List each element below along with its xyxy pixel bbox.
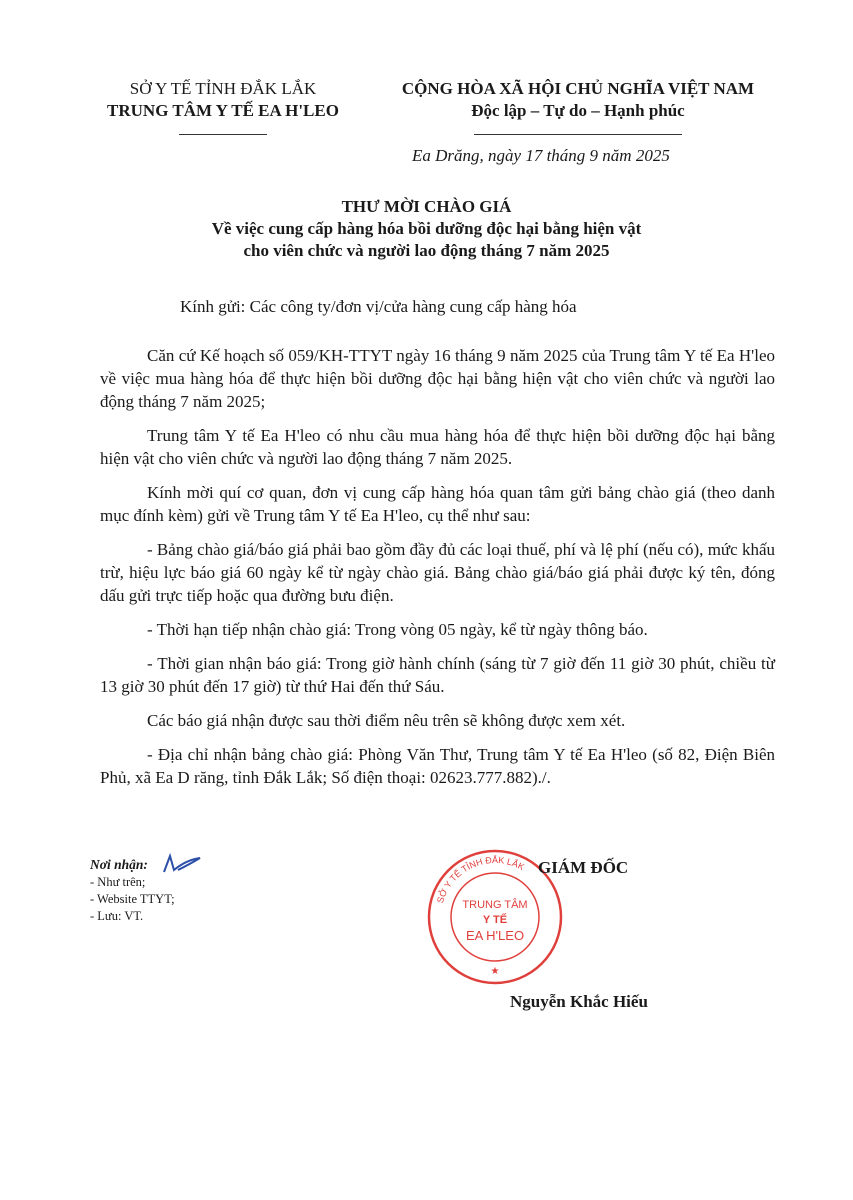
date-line: Ea Drăng, ngày 17 tháng 9 năm 2025: [412, 146, 670, 165]
recipient-item: - Website TTYT;: [90, 892, 175, 906]
country-name: CỘNG HÒA XÃ HỘI CHỦ NGHĨA VIỆT NAM: [401, 79, 755, 98]
recipient-item: - Như trên;: [90, 875, 146, 889]
paragraph: Căn cứ Kế hoạch số 059/KH-TTYT ngày 16 tháng 9 năm 2025 của Trung tâm Y tế Ea H'leo về việc mua hàng hóa để thực hiện bồi dưỡng độc hại bằng hiện vật cho viên chức và người lao động tháng 7 năm 2025;: [100, 346, 775, 411]
header-left: [78, 78, 368, 140]
signer-name: Nguyễn Khắc Hiếu: [510, 992, 648, 1011]
org-parent: SỞ Y TẾ TỈNH ĐẮK LẮK: [129, 79, 317, 98]
header-right-divider: [474, 134, 682, 135]
recipients-title: Nơi nhận:: [90, 857, 148, 872]
header-right: [378, 78, 778, 140]
document-body: [100, 344, 775, 800]
seal-line-2: Y TẾ: [482, 914, 508, 926]
seal-line-1: TRUNG TÂM: [462, 899, 528, 911]
title-block: [80, 196, 773, 262]
seal-star-icon: ★: [490, 966, 500, 977]
national-motto: Độc lập – Tự do – Hạnh phúc: [471, 101, 685, 120]
recipient-item: - Lưu: VT.: [90, 909, 144, 923]
paragraph: - Thời gian nhận báo giá: Trong giờ hành chính (sáng từ 7 giờ đến 11 giờ 30 phút, chiều từ 13 giờ 30 phút đến 17 giờ) từ thứ Hai đến thứ Sáu.: [100, 654, 775, 696]
org-name: TRUNG TÂM Y TẾ EA H'LEO: [107, 101, 339, 120]
paragraph: - Bảng chào giá/báo giá phải bao gồm đầy đủ các loại thuế, phí và lệ phí (nếu có), mức khấu trừ, hiệu lực báo giá 60 ngày kể từ ngày chào giá. Bảng chào giá/báo giá phải được ký tên, đóng dấu gửi trực tiếp hoặc qua đường bưu điện.: [100, 540, 775, 605]
signer-position: GIÁM ĐỐC: [538, 858, 629, 877]
header-left-divider: [179, 134, 267, 135]
paragraph: Kính mời quí cơ quan, đơn vị cung cấp hàng hóa quan tâm gửi bảng chào giá (theo danh mục đính kèm) gửi về Trung tâm Y tế Ea H'leo, cụ thể như sau:: [100, 483, 775, 525]
initial-signature-mark: [160, 850, 220, 880]
document-subject-line-2: cho viên chức và người lao động tháng 7 năm 2025: [243, 241, 610, 260]
document-subject-line-1: Về việc cung cấp hàng hóa bồi dưỡng độc hại bằng hiện vật: [211, 219, 642, 238]
paragraph: - Địa chỉ nhận bảng chào giá: Phòng Văn Thư, Trung tâm Y tế Ea H'leo (số 82, Điện Biên Phủ, xã Ea D răng, tỉnh Đắk Lắk; Số điện thoại: 02623.777.882)./.: [100, 745, 775, 787]
salutation: Kính gửi: Các công ty/đơn vị/cửa hàng cung cấp hàng hóa: [180, 297, 577, 316]
paragraph: - Thời hạn tiếp nhận chào giá: Trong vòng 05 ngày, kể từ ngày thông báo.: [147, 620, 648, 639]
paragraph: Các báo giá nhận được sau thời điểm nêu trên sẽ không được xem xét.: [147, 711, 626, 730]
paragraph: Trung tâm Y tế Ea H'leo có nhu cầu mua hàng hóa để thực hiện bồi dưỡng độc hại bằng hiện vật cho viên chức và người lao động tháng 7 năm 2025.: [100, 426, 775, 468]
document-title: THƯ MỜI CHÀO GIÁ: [341, 197, 512, 216]
seal-line-3: EA H'LEO: [465, 928, 525, 943]
seal-ring-text: SỞ Y TẾ TỈNH ĐẮK LẮK: [434, 854, 526, 905]
